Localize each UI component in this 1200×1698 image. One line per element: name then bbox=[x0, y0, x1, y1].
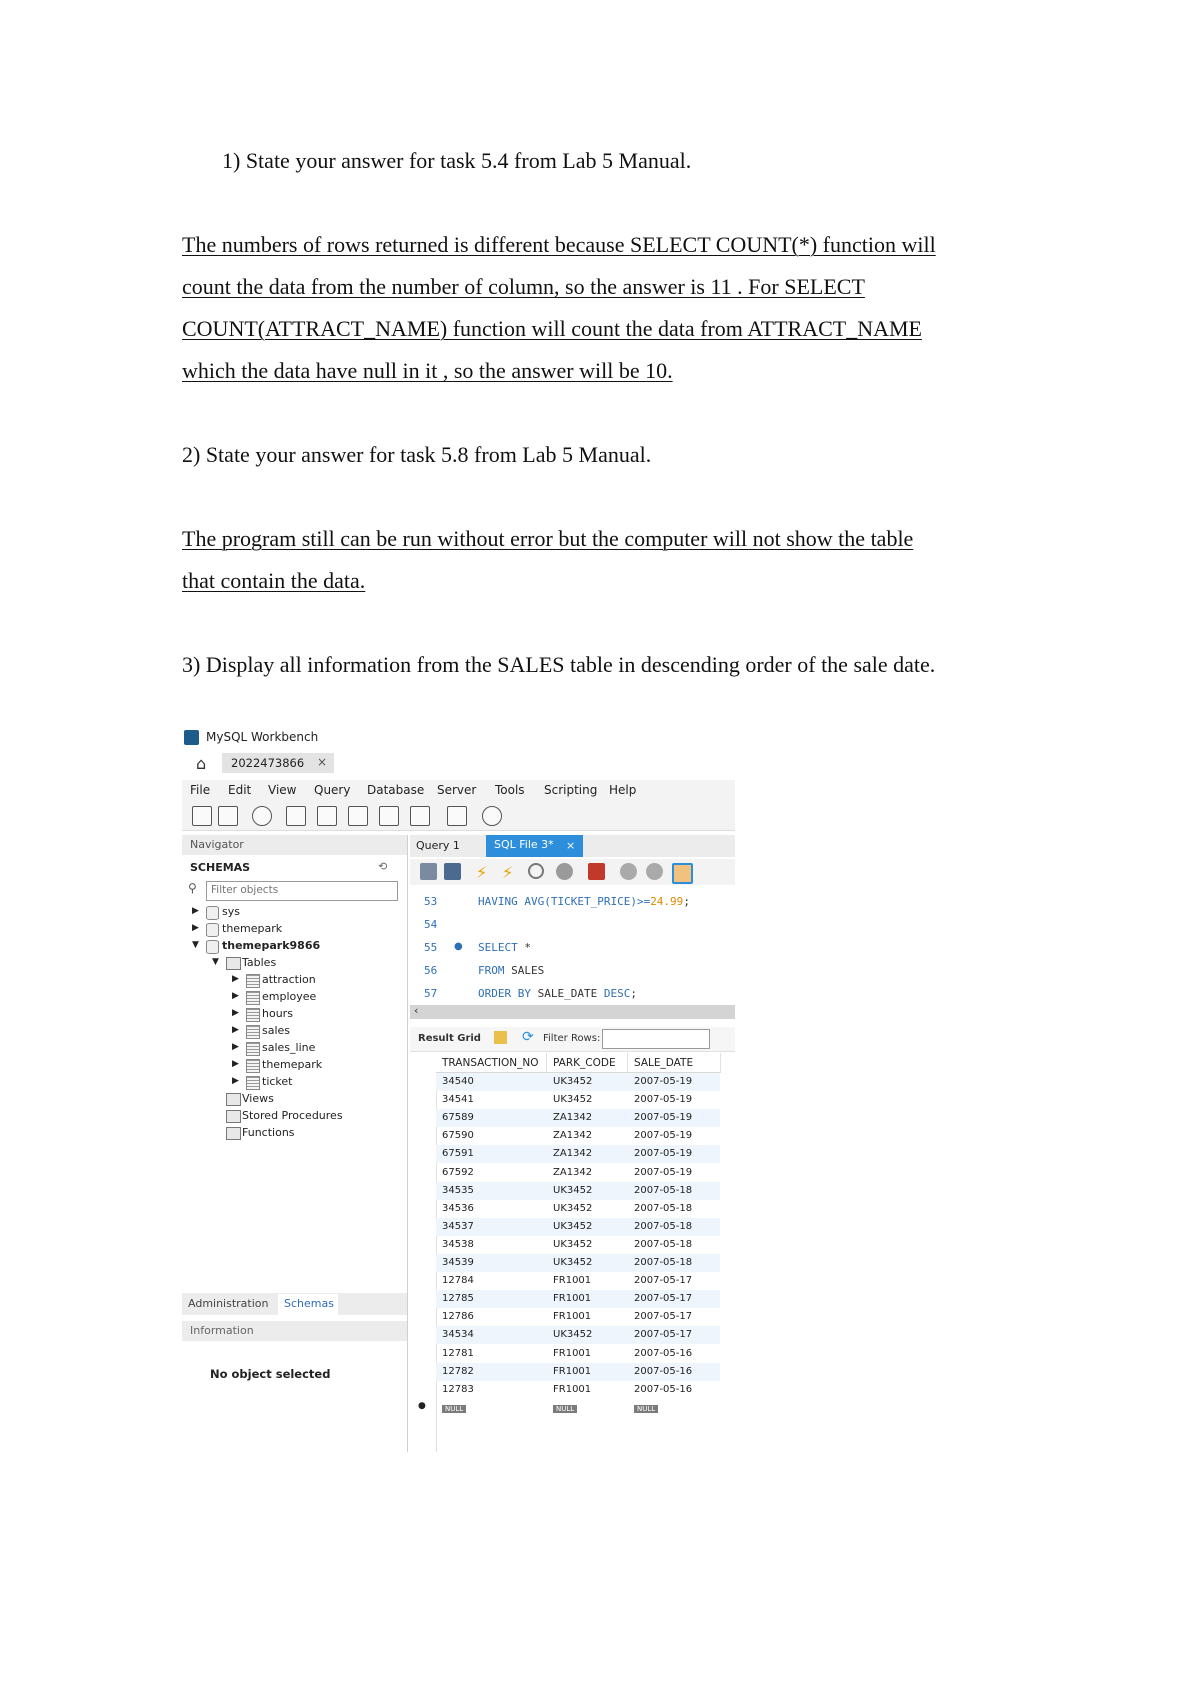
question-3: 3) Display all information from the SALES table in descending order of the sale date. bbox=[182, 652, 936, 677]
table-cell[interactable]: FR1001 bbox=[553, 1275, 592, 1287]
workbench-screenshot bbox=[182, 727, 735, 1452]
create-view-icon[interactable] bbox=[348, 806, 368, 826]
open-sql-script-icon[interactable] bbox=[218, 806, 238, 826]
app-title: MySQL Workbench bbox=[206, 730, 319, 744]
table-cell[interactable]: ZA1342 bbox=[553, 1166, 593, 1178]
table-cell[interactable]: UK3452 bbox=[553, 1329, 593, 1341]
code-plain: SALE_DATE bbox=[530, 987, 604, 1000]
table-label: themepark bbox=[262, 1058, 323, 1071]
database-icon bbox=[206, 940, 219, 954]
table-cell[interactable]: ZA1342 bbox=[553, 1112, 593, 1124]
table-label: sales bbox=[262, 1024, 291, 1037]
filter-objects-input-wrapper bbox=[206, 881, 398, 901]
table-cell[interactable]: 2007-05-16 bbox=[634, 1365, 693, 1377]
answer-1-line-4: which the data have null in it , so the answer will be 10. bbox=[182, 358, 673, 383]
table-cell[interactable]: FR1001 bbox=[553, 1311, 592, 1323]
table-label: hours bbox=[262, 1007, 293, 1020]
table-cell[interactable]: 2007-05-18 bbox=[634, 1257, 693, 1268]
table-cell[interactable]: UK3452 bbox=[553, 1094, 593, 1106]
table-icon bbox=[246, 1059, 260, 1073]
code-keyword: FROM bbox=[478, 964, 505, 977]
close-icon[interactable]: × bbox=[317, 755, 328, 769]
table-row[interactable] bbox=[436, 1236, 720, 1254]
navigator-tabs bbox=[182, 1293, 407, 1315]
table-row[interactable] bbox=[436, 1145, 720, 1163]
table-cell[interactable]: 34537 bbox=[442, 1220, 474, 1232]
table-icon bbox=[246, 1042, 260, 1056]
code-number: 24.99 bbox=[650, 895, 684, 908]
code-line-57 bbox=[478, 987, 637, 1000]
table-cell[interactable]: 12781 bbox=[442, 1347, 474, 1359]
sql-editor-panel bbox=[410, 835, 735, 1452]
tables-label: Tables bbox=[242, 956, 277, 969]
editor-tabs bbox=[410, 835, 735, 857]
create-schema-icon[interactable] bbox=[286, 806, 306, 826]
create-procedure-icon[interactable] bbox=[379, 806, 399, 826]
table-cell[interactable]: 12785 bbox=[442, 1293, 474, 1305]
table-cell[interactable]: 2007-05-19 bbox=[634, 1130, 693, 1142]
table-cell[interactable]: 2007-05-19 bbox=[634, 1112, 693, 1124]
table-label: ticket bbox=[262, 1075, 293, 1088]
connection-tab-label: 2022473866 bbox=[231, 756, 305, 770]
menu-scripting[interactable]: Scripting bbox=[544, 783, 598, 797]
null-badge: NULL bbox=[634, 1405, 658, 1413]
table-cell[interactable]: 2007-05-18 bbox=[634, 1238, 693, 1250]
expand-icon[interactable]: ▶ bbox=[232, 974, 239, 984]
code-plain: ; bbox=[630, 987, 637, 1000]
column-header[interactable] bbox=[436, 1053, 547, 1073]
expand-icon[interactable]: ▶ bbox=[192, 906, 199, 916]
new-row[interactable] bbox=[418, 1399, 720, 1417]
node-label: Views bbox=[242, 1092, 274, 1105]
table-row[interactable] bbox=[436, 1127, 720, 1145]
connection-tab[interactable] bbox=[222, 753, 334, 773]
expand-icon[interactable]: ▶ bbox=[232, 1008, 239, 1018]
result-grid bbox=[410, 1053, 735, 1452]
code-keyword: SELECT bbox=[478, 941, 518, 954]
menu-database[interactable]: Database bbox=[367, 783, 425, 797]
table-cell[interactable]: FR1001 bbox=[553, 1293, 592, 1305]
folder-icon bbox=[226, 1093, 241, 1106]
refresh-icon[interactable]: ⟲ bbox=[378, 860, 388, 873]
question-1: 1) State your answer for task 5.4 from Lab 5 Manual. bbox=[222, 148, 692, 173]
execute-icon[interactable]: ⚡ bbox=[476, 863, 488, 882]
table-cell[interactable]: 12784 bbox=[442, 1275, 474, 1287]
line-number: 57 bbox=[424, 987, 438, 1000]
menu-query[interactable]: Query bbox=[314, 783, 351, 797]
filter-rows-input[interactable] bbox=[602, 1029, 710, 1049]
scroll-left-icon[interactable]: ‹ bbox=[414, 1004, 419, 1017]
table-row[interactable] bbox=[436, 1218, 720, 1236]
table-cell[interactable]: UK3452 bbox=[553, 1257, 593, 1268]
menu-view[interactable]: View bbox=[268, 783, 297, 797]
table-cell[interactable]: 12783 bbox=[442, 1383, 474, 1395]
expand-icon[interactable]: ▶ bbox=[192, 923, 199, 933]
schemas-heading: SCHEMAS bbox=[190, 861, 251, 874]
table-row[interactable] bbox=[436, 1254, 720, 1272]
table-cell[interactable]: 12782 bbox=[442, 1365, 474, 1377]
row-gutter bbox=[410, 1053, 437, 1452]
save-icon[interactable] bbox=[444, 863, 461, 880]
navigator-panel bbox=[182, 835, 408, 1452]
close-icon[interactable]: × bbox=[566, 839, 576, 852]
grid-view-icon[interactable] bbox=[494, 1031, 507, 1044]
inspector-icon[interactable] bbox=[252, 806, 272, 826]
code-line-55 bbox=[478, 941, 531, 954]
table-cell[interactable]: FR1001 bbox=[553, 1347, 592, 1359]
table-cell[interactable]: 2007-05-17 bbox=[634, 1311, 693, 1323]
table-row[interactable] bbox=[436, 1363, 720, 1381]
table-cell[interactable]: 34540 bbox=[442, 1076, 474, 1087]
code-keyword: DESC bbox=[603, 987, 631, 1000]
open-file-icon[interactable] bbox=[420, 863, 437, 880]
line-number: 54 bbox=[424, 918, 438, 931]
table-cell[interactable]: 67592 bbox=[442, 1166, 474, 1178]
code-keyword: HAVING AVG(TICKET_PRICE)>= bbox=[478, 895, 651, 908]
table-cell[interactable]: 12786 bbox=[442, 1311, 474, 1323]
execute-current-icon[interactable]: ⚡ bbox=[502, 863, 514, 882]
table-row[interactable] bbox=[436, 1091, 720, 1109]
table-row[interactable] bbox=[436, 1345, 720, 1363]
table-label: attraction bbox=[262, 973, 316, 986]
information-title: Information bbox=[190, 1324, 254, 1337]
code-plain: ; bbox=[683, 895, 690, 908]
line-number: 55 bbox=[424, 941, 438, 954]
menu-bar bbox=[182, 780, 735, 800]
horizontal-scrollbar[interactable] bbox=[410, 1005, 735, 1019]
tab-query-1[interactable]: Query 1 bbox=[416, 839, 460, 852]
column-header[interactable] bbox=[547, 1053, 628, 1073]
table-cell[interactable]: 67591 bbox=[442, 1148, 474, 1160]
table-row[interactable] bbox=[436, 1272, 720, 1290]
table-icon bbox=[246, 1008, 260, 1022]
refresh-icon[interactable]: ⟳ bbox=[522, 1029, 534, 1045]
connection-tabs bbox=[182, 751, 735, 775]
table-cell[interactable]: UK3452 bbox=[553, 1076, 593, 1087]
folder-icon bbox=[226, 1127, 241, 1140]
code-area[interactable] bbox=[410, 889, 735, 1009]
tab-schemas-label: Schemas bbox=[284, 1297, 334, 1310]
menu-file[interactable]: File bbox=[190, 783, 211, 797]
statement-marker-icon: ● bbox=[454, 941, 463, 952]
menu-server[interactable]: Server bbox=[437, 783, 477, 797]
table-cell[interactable]: FR1001 bbox=[553, 1365, 592, 1377]
search-table-data-icon[interactable] bbox=[447, 806, 467, 826]
new-sql-tab-icon[interactable] bbox=[192, 806, 212, 826]
table-cell[interactable]: 2007-05-17 bbox=[634, 1329, 693, 1341]
folder-icon bbox=[226, 1110, 241, 1123]
navigator-header bbox=[182, 835, 407, 855]
line-number: 56 bbox=[424, 964, 438, 977]
result-grid-label[interactable]: Result Grid bbox=[418, 1033, 481, 1044]
table-cell[interactable]: ZA1342 bbox=[553, 1148, 593, 1160]
table-row[interactable] bbox=[436, 1073, 720, 1091]
table-cell[interactable]: 2007-05-16 bbox=[634, 1383, 693, 1395]
tab-administration[interactable]: Administration bbox=[188, 1297, 269, 1310]
column-header-label: SALE_DATE bbox=[634, 1057, 694, 1069]
schema-label: sys bbox=[222, 905, 240, 918]
column-header-label: PARK_CODE bbox=[553, 1057, 616, 1069]
table-row[interactable] bbox=[436, 1381, 720, 1399]
table-cell[interactable]: 67590 bbox=[442, 1130, 474, 1142]
collapse-icon[interactable]: ▼ bbox=[212, 957, 219, 967]
column-header-label: TRANSACTION_NO bbox=[442, 1057, 539, 1069]
expand-icon[interactable]: ▶ bbox=[232, 991, 239, 1001]
table-cell[interactable]: UK3452 bbox=[553, 1220, 593, 1232]
table-cell[interactable]: UK3452 bbox=[553, 1238, 593, 1250]
table-cell[interactable]: 2007-05-18 bbox=[634, 1202, 693, 1214]
search-icon: ⚲ bbox=[188, 881, 197, 895]
answer-2-line-2: that contain the data. bbox=[182, 568, 366, 593]
table-cell[interactable]: ZA1342 bbox=[553, 1130, 593, 1142]
table-cell[interactable]: FR1001 bbox=[553, 1383, 592, 1395]
table-cell[interactable]: 34541 bbox=[442, 1094, 474, 1106]
answer-1-line-3: COUNT(ATTRACT_NAME) function will count the data from ATTRACT_NAME bbox=[182, 316, 922, 341]
answer-1-line-2: count the data from the number of column, so the answer is 11 . For SELECT bbox=[182, 274, 865, 299]
table-icon bbox=[246, 1076, 260, 1090]
commit-icon[interactable] bbox=[620, 863, 637, 880]
autocommit-icon[interactable] bbox=[672, 863, 693, 884]
table-cell[interactable]: 2007-05-17 bbox=[634, 1293, 693, 1305]
expand-icon[interactable]: ▶ bbox=[232, 1059, 239, 1069]
navigator-title: Navigator bbox=[190, 838, 244, 851]
table-row[interactable] bbox=[436, 1200, 720, 1218]
expand-icon[interactable]: ▶ bbox=[232, 1042, 239, 1052]
table-cell[interactable]: 2007-05-18 bbox=[634, 1184, 693, 1196]
reconnect-icon[interactable] bbox=[482, 806, 502, 826]
line-number: 53 bbox=[424, 895, 438, 908]
table-row[interactable] bbox=[436, 1290, 720, 1308]
toggle-continue-icon[interactable] bbox=[588, 863, 605, 880]
create-table-icon[interactable] bbox=[317, 806, 337, 826]
menu-edit[interactable]: Edit bbox=[228, 783, 252, 797]
code-keyword: ORDER BY bbox=[478, 987, 531, 1000]
expand-icon[interactable]: ▶ bbox=[232, 1076, 239, 1086]
node-label: Functions bbox=[242, 1126, 295, 1139]
code-plain: * bbox=[517, 941, 531, 954]
new-row-marker-icon: ● bbox=[418, 1400, 426, 1411]
code-plain: SALES bbox=[504, 964, 545, 977]
no-object-message: No object selected bbox=[210, 1367, 331, 1381]
table-cell[interactable]: 2007-05-17 bbox=[634, 1275, 693, 1287]
home-icon[interactable]: ⌂ bbox=[196, 754, 207, 773]
table-cell[interactable]: UK3452 bbox=[553, 1184, 593, 1196]
tab-sql-file[interactable] bbox=[486, 835, 583, 857]
table-cell[interactable]: 2007-05-19 bbox=[634, 1094, 693, 1106]
table-cell[interactable]: 34534 bbox=[442, 1329, 474, 1341]
null-badge: NULL bbox=[553, 1405, 577, 1413]
table-cell[interactable]: 2007-05-19 bbox=[634, 1076, 693, 1087]
table-row[interactable] bbox=[436, 1182, 720, 1200]
table-cell[interactable]: 34535 bbox=[442, 1184, 474, 1196]
menu-help[interactable]: Help bbox=[609, 783, 637, 797]
schema-label: themepark bbox=[222, 922, 283, 935]
table-row[interactable] bbox=[436, 1308, 720, 1326]
rollback-icon[interactable] bbox=[646, 863, 663, 880]
table-cell[interactable]: UK3452 bbox=[553, 1202, 593, 1214]
node-label: Stored Procedures bbox=[242, 1109, 343, 1122]
column-header[interactable] bbox=[628, 1053, 721, 1073]
table-label: sales_line bbox=[262, 1041, 316, 1054]
table-cell[interactable]: 67589 bbox=[442, 1112, 474, 1124]
table-cell[interactable]: 2007-05-18 bbox=[634, 1220, 693, 1232]
table-row[interactable] bbox=[436, 1164, 720, 1182]
title-bar bbox=[182, 727, 735, 749]
filter-objects-input[interactable] bbox=[207, 882, 395, 898]
explain-icon[interactable] bbox=[528, 863, 544, 879]
menu-tools[interactable]: Tools bbox=[495, 783, 525, 797]
code-line-56 bbox=[478, 964, 544, 977]
editor-toolbar bbox=[410, 859, 735, 885]
question-2: 2) State your answer for task 5.8 from Lab 5 Manual. bbox=[182, 442, 652, 467]
answer-2-line-1: The program still can be run without error but the computer will not show the table bbox=[182, 526, 914, 551]
table-cell[interactable]: 34538 bbox=[442, 1238, 474, 1250]
table-cell[interactable]: 2007-05-19 bbox=[634, 1166, 693, 1178]
table-cell[interactable]: 2007-05-19 bbox=[634, 1148, 693, 1160]
expand-icon[interactable]: ▶ bbox=[232, 1025, 239, 1035]
table-row[interactable] bbox=[436, 1109, 720, 1127]
information-header bbox=[182, 1321, 407, 1341]
code-line-53 bbox=[478, 895, 690, 908]
tab-schemas[interactable] bbox=[278, 1294, 338, 1315]
null-badge: NULL bbox=[442, 1405, 466, 1413]
table-cell[interactable]: 2007-05-16 bbox=[634, 1347, 693, 1359]
filter-rows-label: Filter Rows: bbox=[543, 1033, 601, 1044]
main-toolbar bbox=[182, 800, 735, 831]
tab-sql-file-label: SQL File 3* bbox=[494, 838, 554, 851]
stop-icon[interactable] bbox=[556, 863, 573, 880]
table-row[interactable] bbox=[436, 1326, 720, 1344]
table-cell[interactable]: 34536 bbox=[442, 1202, 474, 1214]
collapse-icon[interactable]: ▼ bbox=[192, 940, 199, 950]
table-icon bbox=[246, 1025, 260, 1039]
result-toolbar bbox=[410, 1027, 735, 1052]
table-icon bbox=[246, 974, 260, 988]
schema-label: themepark9866 bbox=[222, 939, 321, 952]
database-icon bbox=[206, 906, 219, 920]
table-icon bbox=[246, 991, 260, 1005]
folder-icon bbox=[226, 957, 241, 970]
database-icon bbox=[206, 923, 219, 937]
table-label: employee bbox=[262, 990, 317, 1003]
create-function-icon[interactable] bbox=[410, 806, 430, 826]
table-cell[interactable]: 34539 bbox=[442, 1257, 474, 1268]
workbench-app-icon bbox=[184, 730, 199, 745]
answer-1-line-1: The numbers of rows returned is different because SELECT COUNT(*) function will bbox=[182, 232, 936, 257]
